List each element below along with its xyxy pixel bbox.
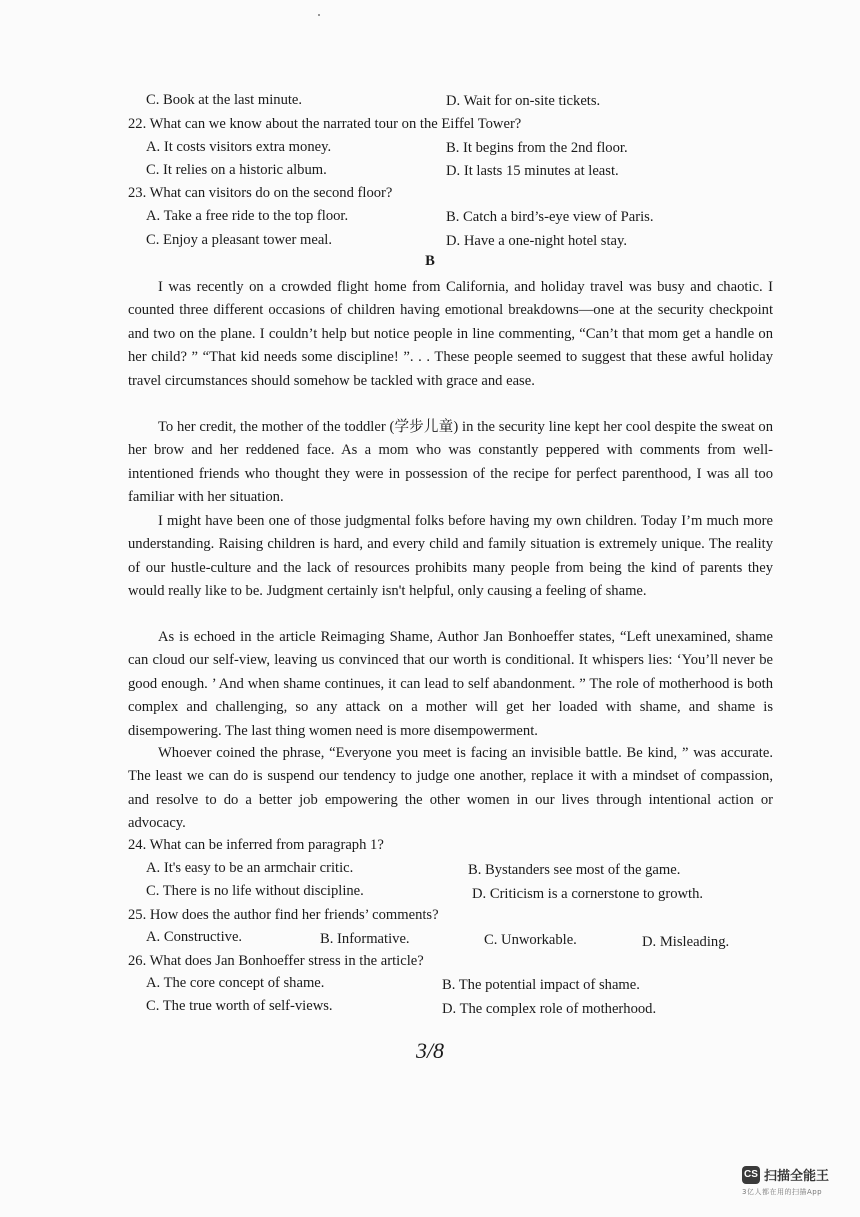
section-label: B: [425, 253, 435, 269]
passage-paragraph-4: [128, 626, 773, 743]
passage-paragraph-3: [128, 510, 773, 604]
scanner-app-name: 扫描全能王: [764, 1169, 830, 1184]
q23-option-a: A. Take a free ride to the top floor.: [146, 208, 349, 224]
camscanner-logo-icon: CS: [742, 1166, 760, 1184]
q24-stem: 24. What can be inferred from paragraph 1?: [128, 837, 384, 853]
q26-option-c: C. The true worth of self-views.: [146, 998, 333, 1014]
q26-option-a: A. The core concept of shame.: [146, 975, 325, 991]
q25-option-d: D. Misleading.: [642, 934, 730, 950]
q22-option-c: C. It relies on a historic album.: [146, 162, 327, 178]
scan-speck: [318, 14, 320, 16]
q25-option-a: A. Constructive.: [146, 929, 243, 945]
paragraph-text: As is echoed in the article Reimaging Shame, Author Jan Bonhoeffer states, “Left unexamined, shame can cloud our self-view, leaving us convinced that our worth is conditional. It whispers lies: ‘You’ll never be good enough. ’ And when shame continues, it can lead to self abandonment. ” The role of motherhood is both complex and challenging, so any attack on a mother will get her loaded with shame, and shame is disempowering. The last thing women need is more disempowerment.: [128, 629, 773, 739]
q25-option-b: B. Informative.: [320, 931, 410, 947]
q21-option-d: D. Wait for on-site tickets.: [446, 93, 601, 109]
q25-stem: 25. How does the author find her friends’ comments?: [128, 907, 439, 923]
passage-paragraph-1: [128, 276, 773, 393]
q24-option-c: C. There is no life without discipline.: [146, 883, 364, 899]
q26-option-d: D. The complex role of motherhood.: [442, 1001, 657, 1017]
q25-option-c: C. Unworkable.: [484, 932, 577, 948]
q26-option-b: B. The potential impact of shame.: [442, 977, 640, 993]
q23-option-c: C. Enjoy a pleasant tower meal.: [146, 232, 333, 248]
paragraph-text: I was recently on a crowded flight home from California, and holiday travel was busy and chaotic. I counted three different occasions of children having emotional breakdowns—one at the security checkpoint and two on the plane. I couldn’t help but notice people in line commenting, “Can’t that mom get a handle on her child? ” “That kid needs some discipline! ”. . . These people seemed to suggest that these awful holiday travel circumstances should somehow be tackled with grace and ease.: [128, 279, 773, 389]
q22-option-a: A. It costs visitors extra money.: [146, 139, 332, 155]
q22-option-d: D. It lasts 15 minutes at least.: [446, 163, 619, 179]
q26-stem: 26. What does Jan Bonhoeffer stress in the article?: [128, 953, 424, 969]
q23-option-b: B. Catch a bird’s-eye view of Paris.: [446, 209, 654, 225]
q23-option-d: D. Have a one-night hotel stay.: [446, 233, 628, 249]
scanner-tagline: 3亿人都在用的扫描App: [742, 1188, 823, 1196]
passage-paragraph-5: [128, 742, 773, 836]
page-number: 3/8: [415, 1038, 445, 1063]
paragraph-text: Whoever coined the phrase, “Everyone you meet is facing an invisible battle. Be kind, ” was accurate. The least we can do is suspend our tendency to judge one another, replace it with a mindset of compassion, and resolve to do a better job empowering the other women in our lives through intentional action or advocacy.: [128, 745, 773, 832]
q24-option-b: B. Bystanders see most of the game.: [468, 862, 681, 878]
q22-option-b: B. It begins from the 2nd floor.: [446, 140, 628, 156]
paragraph-text: I might have been one of those judgmental folks before having my own children. Today I’m much more understanding. Raising children is hard, and every child and family situation is extremely unique. The reality of our hustle-culture and the lack of resources prohibits many people from being the kind of parents they would really like to be. Judgment certainly isn't helpful, only causing a feeling of shame.: [128, 513, 773, 600]
q24-option-a: A. It's easy to be an armchair critic.: [146, 860, 354, 876]
scanner-watermark: [742, 1165, 829, 1184]
paragraph-text: To her credit, the mother of the toddler (学步儿童) in the security line kept her cool despite the sweat on her brow and her reddened face. As a mom who was constantly peppered with comments from well-intentioned friends who thought they were in possession of the recipe for perfect parenthood, I was all too familiar with her situation.: [128, 419, 773, 506]
q21-option-c: C. Book at the last minute.: [146, 92, 303, 108]
q22-stem: 22. What can we know about the narrated tour on the Eiffel Tower?: [128, 116, 522, 132]
q23-stem: 23. What can visitors do on the second floor?: [128, 185, 393, 201]
q24-option-d: D. Criticism is a cornerstone to growth.: [472, 886, 704, 902]
passage-paragraph-2: [128, 416, 773, 510]
